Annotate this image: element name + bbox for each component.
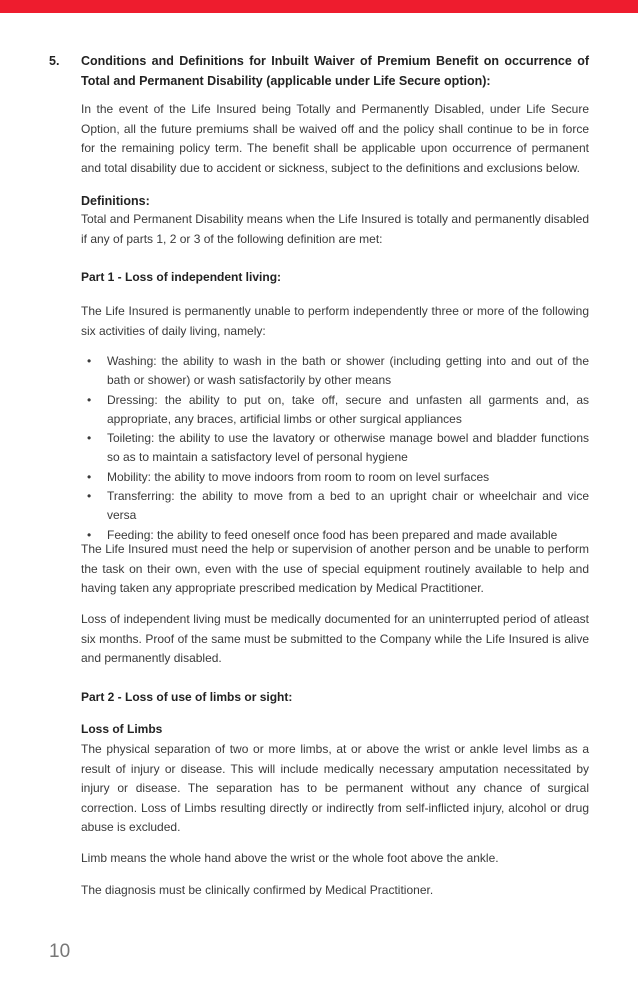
activities-list (81, 352, 589, 545)
diagnosis-note: The diagnosis must be clinically confirmed by Medical Practitioner. (81, 883, 434, 897)
bullet-dot-icon: • (87, 469, 92, 484)
list-item-text: Toileting: the ability to use the lavatory or otherwise manage bowel and bladder functions so as to maintain a satisfactory level of personal hygiene (107, 431, 589, 465)
intro-paragraph: In the event of the Life Insured being Totally and Permanently Disabled, under Life Secure Option, all the future premiums shall be waived off and the policy shall continue to be in force for the remaining policy term. The benefit shall be applicable upon occurrence of permanent and total disability due to accident or sickness, subject to the definitions and exclusions below. (81, 102, 589, 175)
list-item (81, 429, 589, 468)
documented-paragraph: Loss of independent living must be medically documented for an uninterrupted period of atleast six months. Proof of the same must be submitted to the Company while the Life Insured is alive and permanently disabled. (81, 612, 589, 665)
top-accent-bar (0, 0, 638, 13)
list-item (81, 352, 589, 391)
loss-of-limbs-text: The physical separation of two or more limbs, at or above the wrist or ankle level limbs as a result of injury or disease. This will include medically necessary amputation necessitated by injury or disease. The separation has to be permanent without any chance of surgical correction. Loss of Limbs resulting directly or indirectly from self-inflicted injury, alcohol or drug abuse is excluded. (81, 742, 589, 834)
bullet-dot-icon: • (87, 354, 92, 368)
section-number: 5. (49, 54, 60, 68)
bullet-dot-icon: • (87, 431, 92, 446)
loss-of-limbs-heading: Loss of Limbs (81, 722, 163, 736)
part1-intro: The Life Insured is permanently unable to perform independently three or more of the following six activities of daily living, namely: (81, 304, 589, 338)
list-item-text: Transferring: the ability to move from a bed to an upright chair or wheelchair and vice versa (107, 489, 589, 523)
definitions-heading: Definitions: (81, 194, 150, 208)
section-title: Conditions and Definitions for Inbuilt Waiver of Premium Benefit on occurrence of Total and Permanent Disability (applicable under Life Secure option): (81, 54, 589, 88)
list-item-text: Mobility: the ability to move indoors from room to room on level surfaces (107, 469, 490, 484)
list-item (81, 487, 589, 526)
bullet-dot-icon: • (87, 489, 92, 504)
list-item (81, 391, 589, 430)
list-item-text: Washing: the ability to wash in the bath or shower (including getting into and out of the bath or shower) or wash satisfactorily by other means (107, 354, 589, 388)
page-number: 10 (49, 941, 71, 962)
list-item-text: Feeding: the ability to feed oneself once food has been prepared and made available (107, 527, 558, 542)
part2-heading: Part 2 - Loss of use of limbs or sight: (81, 690, 293, 704)
definitions-text: Total and Permanent Disability means when the Life Insured is totally and permanently disabled if any of parts 1, 2 or 3 of the following definition are met: (81, 212, 589, 246)
bullet-dot-icon: • (87, 527, 92, 542)
list-item (81, 468, 589, 487)
help-paragraph: The Life Insured must need the help or supervision of another person and be unable to perform the task on their own, even with the use of special equipment routinely available to help and having taken any appropriate prescribed medication by Medical Practitioner. (81, 542, 589, 595)
bullet-dot-icon: • (87, 392, 92, 407)
part1-heading: Part 1 - Loss of independent living: (81, 270, 282, 284)
limb-definition: Limb means the whole hand above the wrist or the whole foot above the ankle. (81, 851, 499, 865)
list-item-text: Dressing: the ability to put on, take off, secure and unfasten all garments and, as appropriate, any braces, artificial limbs or other surgical appliances (107, 392, 589, 426)
